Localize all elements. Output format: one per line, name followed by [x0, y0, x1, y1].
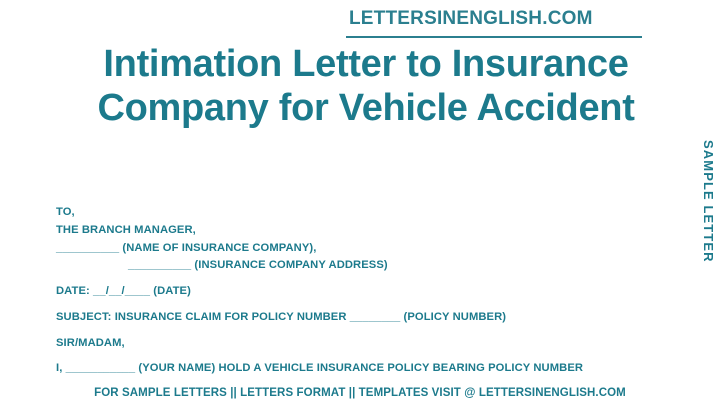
- letter-line-to: TO,: [56, 206, 75, 218]
- footer-promo-text: FOR SAMPLE LETTERS || LETTERS FORMAT || TEMPLATES VISIT @ LETTERSINENGLISH.COM: [0, 382, 720, 404]
- page-title: Intimation Letter to Insurance Company for Vehicle Accident: [97, 43, 635, 130]
- letter-line-subject: SUBJECT: INSURANCE CLAIM FOR POLICY NUMBER ________ (POLICY NUMBER): [56, 310, 507, 323]
- site-brand: LETTERSINENGLISH.COM: [349, 8, 593, 29]
- letter-line-body-first: I, ___________ (YOUR NAME) HOLD A VEHICLE INSURANCE POLICY BEARING POLICY NUMBER: [56, 362, 584, 375]
- letter-line-company-address: __________ (INSURANCE COMPANY ADDRESS): [128, 259, 388, 272]
- sample-letter-side-label: SAMPLE LETTER: [701, 140, 716, 263]
- letter-line-branch-manager: THE BRANCH MANAGER,: [56, 223, 196, 236]
- letter-line-date: DATE: __/__/____ (DATE): [56, 285, 191, 298]
- letter-line-salutation: SIR/MADAM,: [56, 336, 125, 349]
- letter-body: [56, 205, 656, 379]
- letter-line-company-name: __________ (NAME OF INSURANCE COMPANY),: [56, 241, 317, 254]
- brand-underline: [346, 36, 642, 38]
